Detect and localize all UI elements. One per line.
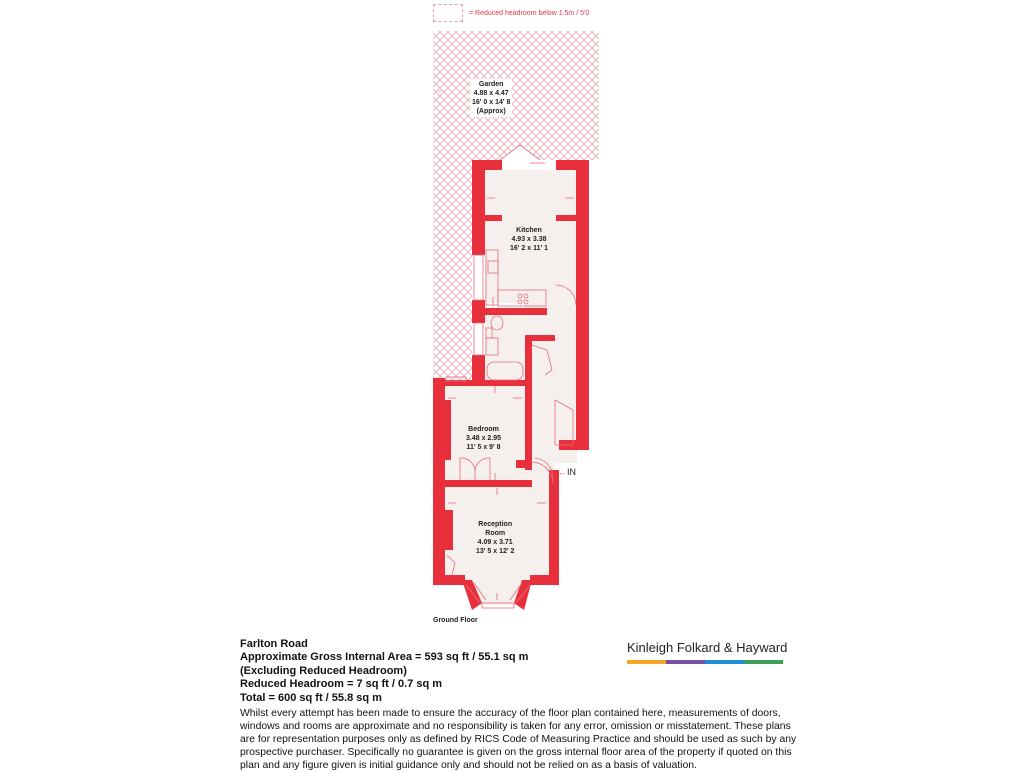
brand-bar-segment [627,660,666,664]
legend-text: = Reduced headroom below 1.5m / 5'0 [469,9,590,17]
brand-bar-segment [666,660,705,664]
brand-logo [627,640,787,664]
room-label-kitchen: Kitchen 4.93 x 3.38 16' 2 x 11' 1 [510,227,548,252]
disclaimer: Whilst every attempt has been made to ensure the accuracy of the floor plan contained here, measurements of doors, windows and rooms are approximate and no responsibility is taken for any error, omission or misstatement. These plans are for representation purposes only as defined by RICS Code of Measuring Practice and should be used as such by any prospective purchaser. Specifically no guarantee is given on the gross internal floor area of the property if quoted on this plan and any figure given is initial guidance only and should not be relied on as a basis of valuation. [240,708,797,771]
room-label-reception: Reception Room 4.09 x 3.71 13' 5 x 12' 2 [476,521,515,555]
room-label-bedroom: Bedroom 3.48 x 2.95 11' 5 x 9' 8 [466,426,502,451]
floor-label: Ground Floor [433,617,478,624]
total-area: Total = 600 sq ft / 55.8 sq m [240,691,382,704]
gia-note: (Excluding Reduced Headroom) [240,664,407,677]
brand-bar-segment [744,660,783,664]
brand-name: Kinleigh Folkard & Hayward [627,640,788,655]
reduced-headroom-area: Reduced Headroom = 7 sq ft / 0.7 sq m [240,678,443,690]
entrance-label: ←IN [558,467,576,477]
brand-color-bar [627,660,783,664]
brand-bar-segment [705,660,744,664]
entrance-arrow-icon: ← [558,467,567,477]
gross-internal-area: Approximate Gross Internal Area = 593 sq ft / 55.1 sq m [240,651,529,663]
property-address: Farlton Road [240,638,308,650]
room-label-garden: Garden 4.88 x 4.47 16' 0 x 14' 8 (Approx) [472,81,511,115]
